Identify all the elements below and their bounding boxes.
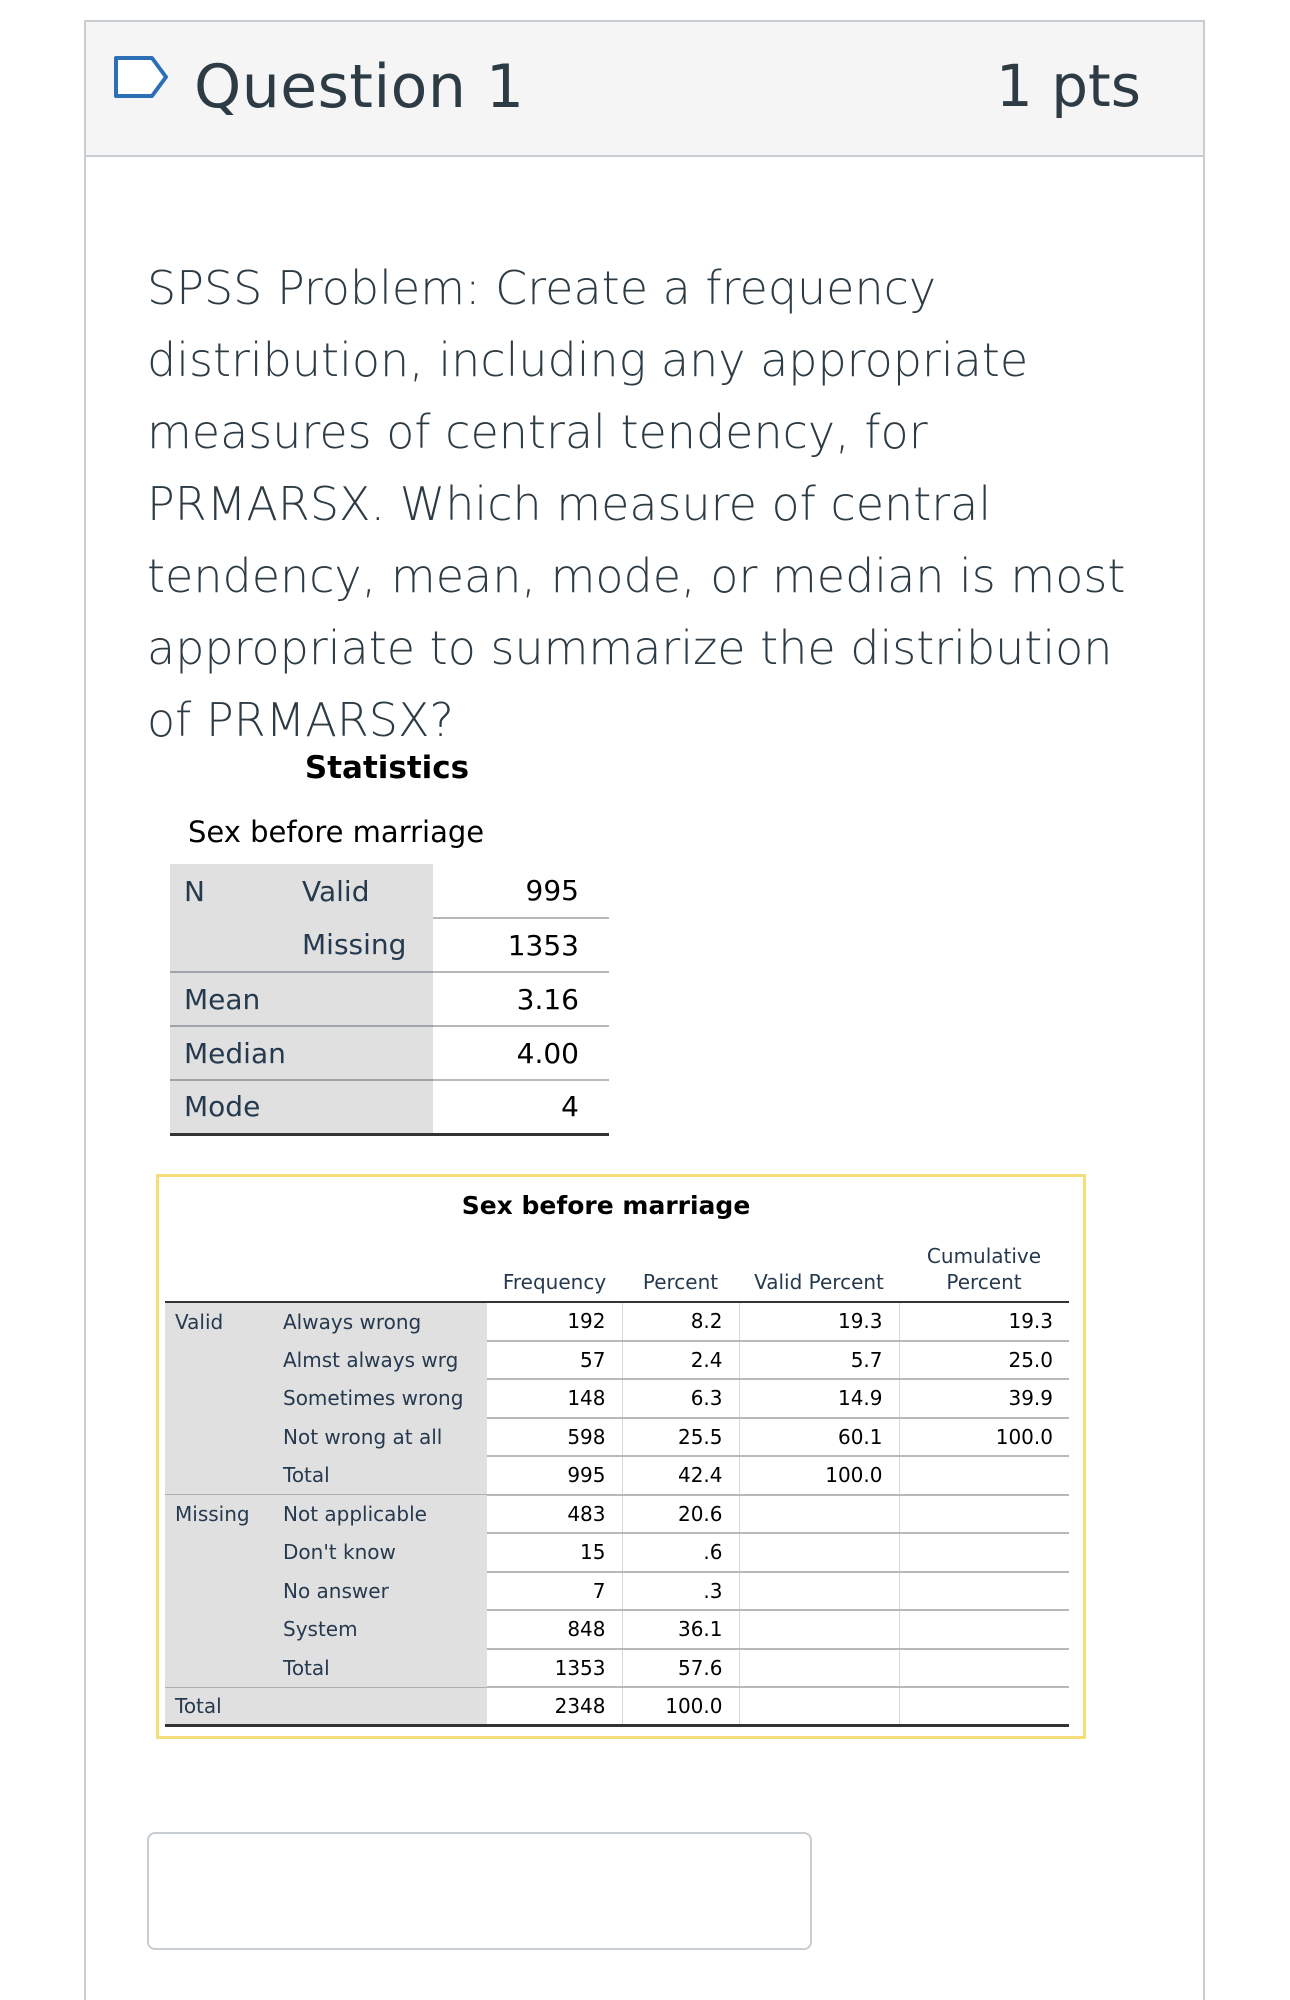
frequency-row: [165, 1379, 1069, 1418]
frequency-row: [165, 1610, 1069, 1649]
question-text: SPSS Problem: Create a frequency distribution, including any appropriate measures of central tendency, for PRMARSX. Which measure of central tendency, mean, mode, or median is most appropriate to summarize the distribution of PRMARSX?: [147, 261, 1126, 747]
frequency-value: 1353: [487, 1649, 622, 1688]
frequency-row: [165, 1341, 1069, 1380]
frequency-row: [165, 1456, 1069, 1495]
header-blank: [165, 1232, 275, 1302]
cumulative-percent-value: [899, 1495, 1069, 1534]
row-label: Not wrong at all: [275, 1418, 487, 1457]
frequency-value: 995: [487, 1456, 622, 1495]
percent-value: .6: [622, 1533, 739, 1572]
valid-percent-value: [739, 1533, 899, 1572]
row-label: Don't know: [275, 1533, 487, 1572]
frequency-value: 483: [487, 1495, 622, 1534]
answer-input[interactable]: [147, 1832, 812, 1950]
row-label: No answer: [275, 1572, 487, 1611]
frequency-title: Sex before marriage: [461, 1191, 751, 1220]
header-cumulative-percent: Cumulative Percent: [899, 1232, 1069, 1302]
frequency-value: 848: [487, 1610, 622, 1649]
valid-percent-value: 14.9: [739, 1379, 899, 1418]
row-label: Sometimes wrong: [275, 1379, 487, 1418]
statistics-subtitle: Sex before marriage: [188, 815, 485, 849]
percent-value: 6.3: [622, 1379, 739, 1418]
question-title: Question 1: [194, 52, 525, 122]
row-group-label: [165, 1379, 275, 1418]
stats-sublabel: Missing: [288, 918, 433, 972]
header-blank: [275, 1232, 487, 1302]
stats-sublabel: [288, 972, 433, 1026]
frequency-value: 15: [487, 1533, 622, 1572]
bookmark-flag-icon[interactable]: [112, 54, 170, 100]
header-percent: Percent: [622, 1232, 739, 1302]
row-label: Total: [275, 1649, 487, 1688]
percent-value: .3: [622, 1572, 739, 1611]
percent-value: 20.6: [622, 1495, 739, 1534]
frequency-value: 192: [487, 1302, 622, 1341]
stats-row: [170, 918, 609, 972]
stats-label: Mean: [170, 972, 288, 1026]
stats-label: Mode: [170, 1080, 288, 1134]
row-label: Always wrong: [275, 1302, 487, 1341]
frequency-value: 57: [487, 1341, 622, 1380]
row-group-label: [165, 1649, 275, 1688]
frequency-value: 7: [487, 1572, 622, 1611]
percent-value: 36.1: [622, 1610, 739, 1649]
cumulative-percent-value: 39.9: [899, 1379, 1069, 1418]
row-group-label: [165, 1533, 275, 1572]
frequency-row: [165, 1687, 1069, 1726]
percent-value: 2.4: [622, 1341, 739, 1380]
stats-value: 4: [433, 1080, 609, 1134]
statistics-title: Statistics: [304, 750, 470, 786]
stats-sublabel: [288, 1080, 433, 1134]
statistics-grid: [170, 864, 609, 1136]
valid-percent-value: [739, 1495, 899, 1534]
stats-value: 1353: [433, 918, 609, 972]
stats-label: N: [170, 864, 288, 918]
valid-percent-value: 5.7: [739, 1341, 899, 1380]
percent-value: 42.4: [622, 1456, 739, 1495]
stats-row: [170, 1026, 609, 1080]
row-label: System: [275, 1610, 487, 1649]
row-group-label: [165, 1572, 275, 1611]
percent-value: 25.5: [622, 1418, 739, 1457]
stats-sublabel: Valid: [288, 864, 433, 918]
frequency-row: [165, 1495, 1069, 1534]
question-header: [86, 22, 1203, 157]
valid-percent-value: 19.3: [739, 1302, 899, 1341]
valid-percent-value: [739, 1687, 899, 1726]
cumulative-percent-value: [899, 1649, 1069, 1688]
stats-row: [170, 1080, 609, 1134]
stats-value: 4.00: [433, 1026, 609, 1080]
row-group-label: Missing: [165, 1495, 275, 1534]
percent-value: 8.2: [622, 1302, 739, 1341]
cumulative-percent-value: [899, 1610, 1069, 1649]
valid-percent-value: 100.0: [739, 1456, 899, 1495]
stats-label: Median: [170, 1026, 288, 1080]
row-label: Almst always wrg: [275, 1341, 487, 1380]
percent-value: 100.0: [622, 1687, 739, 1726]
frequency-value: 2348: [487, 1687, 622, 1726]
row-group-label: [165, 1418, 275, 1457]
cumulative-percent-value: [899, 1456, 1069, 1495]
frequency-row: [165, 1533, 1069, 1572]
row-group-label: Total: [165, 1687, 275, 1726]
frequency-row: [165, 1418, 1069, 1457]
cumulative-percent-value: [899, 1572, 1069, 1611]
valid-percent-value: [739, 1610, 899, 1649]
stats-value: 995: [433, 864, 609, 918]
stats-row: [170, 972, 609, 1026]
header-frequency: Frequency: [487, 1232, 622, 1302]
stats-value: 3.16: [433, 972, 609, 1026]
cumulative-percent-value: [899, 1687, 1069, 1726]
row-label: Total: [275, 1456, 487, 1495]
valid-percent-value: 60.1: [739, 1418, 899, 1457]
frequency-row: [165, 1302, 1069, 1341]
row-group-label: [165, 1610, 275, 1649]
frequency-table: [156, 1174, 1086, 1739]
cumulative-percent-value: [899, 1533, 1069, 1572]
frequency-value: 598: [487, 1418, 622, 1457]
cumulative-percent-value: 25.0: [899, 1341, 1069, 1380]
valid-percent-value: [739, 1649, 899, 1688]
row-label: [275, 1687, 487, 1726]
row-group-label: [165, 1456, 275, 1495]
cumulative-percent-value: 19.3: [899, 1302, 1069, 1341]
stats-sublabel: [288, 1026, 433, 1080]
row-label: Not applicable: [275, 1495, 487, 1534]
question-points: 1 pts: [995, 52, 1141, 120]
cumulative-percent-value: 100.0: [899, 1418, 1069, 1457]
row-group-label: [165, 1341, 275, 1380]
frequency-row: [165, 1572, 1069, 1611]
header-valid-percent: Valid Percent: [739, 1232, 899, 1302]
stats-label: [170, 918, 288, 972]
frequency-grid: [165, 1232, 1069, 1727]
row-group-label: Valid: [165, 1302, 275, 1341]
frequency-value: 148: [487, 1379, 622, 1418]
stats-row: [170, 864, 609, 918]
frequency-header-row: [165, 1232, 1069, 1302]
valid-percent-value: [739, 1572, 899, 1611]
percent-value: 57.6: [622, 1649, 739, 1688]
frequency-row: [165, 1649, 1069, 1688]
